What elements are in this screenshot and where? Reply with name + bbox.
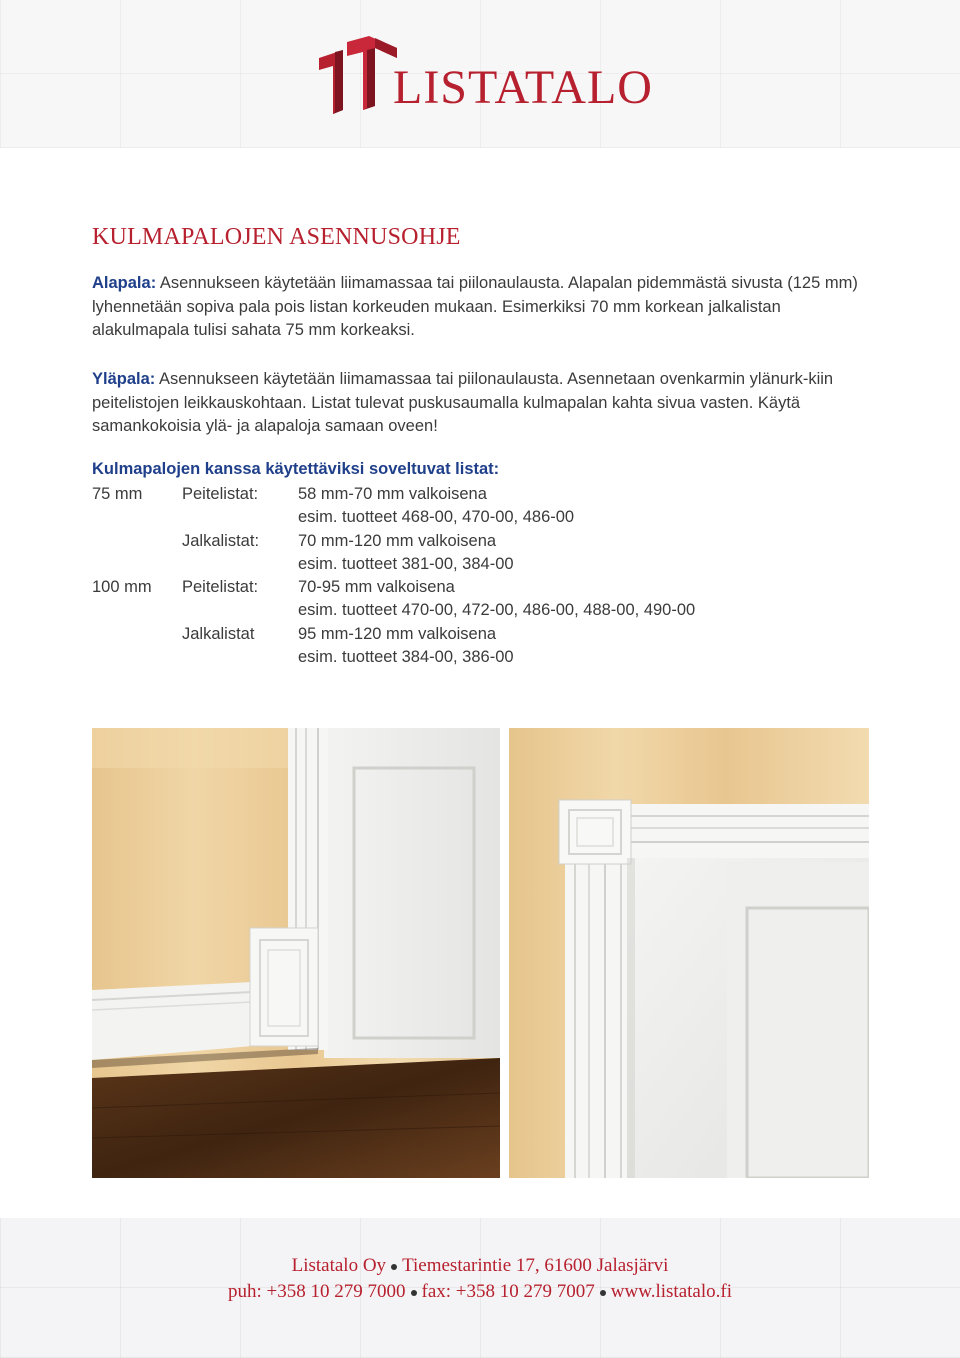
spec-type: Jalkalistat [182, 624, 255, 643]
spec-row [92, 625, 792, 648]
paragraph-text: Asennukseen käytetään liimamassaa tai piilonaulausta. Asennetaan ovenkarmin ylänurk-kiin peitelistojen leikkauskohtaan. Listat tulevat puskusaumalla kulmapalan kahta sivua vasten. Käytä samankokoisia ylä- ja alapaloja samaan oveen! [92, 370, 834, 435]
list-heading: Kulmapalojen kanssa käytettäviksi soveltuvat listat: [92, 460, 500, 478]
company-name: Listatalo Oy [291, 1255, 387, 1276]
paragraph-text: Asennukseen käytetään liimamassaa tai piilonaulausta. Alapalan pidemmästä sivusta (125 mm) lyhennetään sopiva pala pois listan korkeuden mukaan. Esimerkiksi 70 mm korkean jalkalistan alakulmapala tulisi sahata 75 mm korkeaksi. [92, 274, 858, 339]
spec-value: 95 mm-120 mm valkoisena [298, 624, 497, 643]
page-title: KULMAPALOJEN ASENNUSOHJE [92, 224, 461, 250]
spec-value: 58 mm-70 mm valkoisena [298, 485, 487, 503]
spec-value: esim. tuotteet 384-00, 386-00 [298, 648, 514, 667]
paragraph-ylapala [92, 368, 882, 439]
paragraph-alapala [92, 272, 882, 343]
spec-row [92, 555, 792, 578]
company-logo [313, 36, 673, 126]
paragraph-label: Yläpala: [92, 370, 156, 388]
phone: puh: +358 10 279 7000 [228, 1281, 406, 1302]
bullet-icon [391, 1264, 397, 1270]
spec-value: esim. tuotteet 381-00, 384-00 [298, 554, 514, 573]
bullet-icon [411, 1290, 417, 1296]
spec-list [92, 485, 792, 671]
paragraph-label: Alapala: [92, 274, 157, 292]
photo-lower-corner-block [92, 728, 500, 1178]
spec-value: esim. tuotteet 470-00, 472-00, 486-00, 488-00, 490-00 [298, 601, 696, 620]
spec-row [92, 601, 792, 624]
fax: fax: +358 10 279 7007 [421, 1281, 595, 1302]
spec-row [92, 485, 792, 508]
logo-wordmark: LISTATALO [393, 61, 653, 114]
spec-value: esim. tuotteet 468-00, 470-00, 486-00 [298, 508, 575, 527]
spec-type: Peitelistat: [182, 578, 259, 597]
spec-value: 70 mm-120 mm valkoisena [298, 531, 497, 550]
footer-contact-line [0, 1281, 960, 1303]
website-link[interactable]: www.listatalo.fi [610, 1281, 732, 1302]
bullet-icon [600, 1290, 606, 1296]
logo-mark-icon [313, 36, 399, 116]
spec-type: Peitelistat: [182, 485, 259, 503]
spec-row [92, 648, 792, 671]
spec-row [92, 508, 792, 531]
spec-size: 75 mm [92, 485, 143, 503]
spec-row [92, 532, 792, 555]
street-address: Tiemestarintie 17, 61600 Jalasjärvi [402, 1255, 669, 1276]
spec-row [92, 578, 792, 601]
footer-address-line [0, 1255, 960, 1277]
spec-size: 100 mm [92, 578, 152, 597]
photo-upper-corner-block [509, 728, 869, 1178]
spec-value: 70-95 mm valkoisena [298, 578, 455, 597]
spec-type: Jalkalistat: [182, 531, 260, 550]
